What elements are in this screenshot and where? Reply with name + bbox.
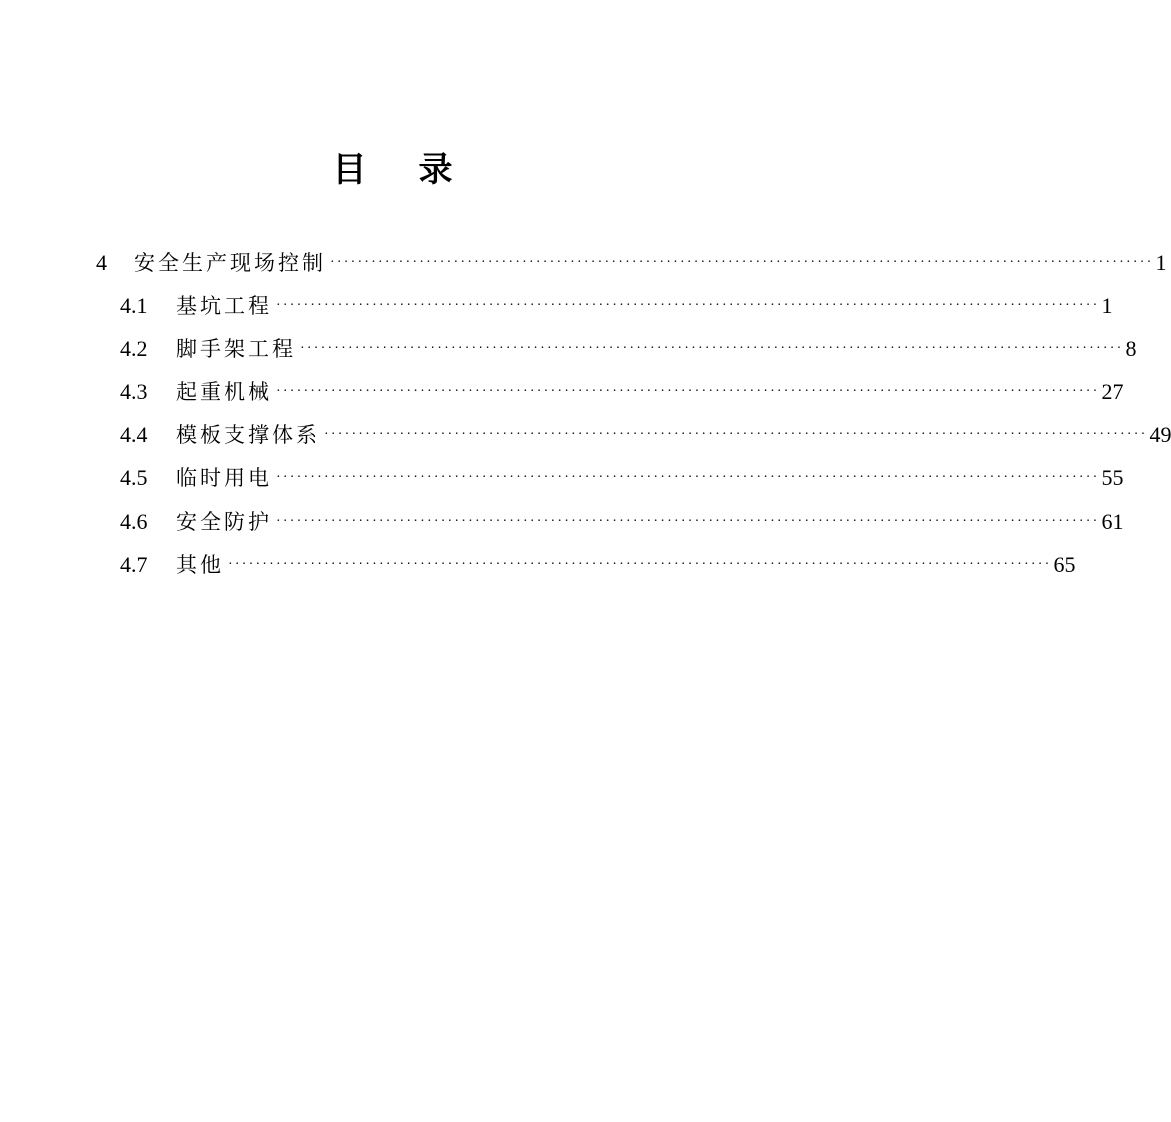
toc-entry-number: 4.1 <box>120 293 148 318</box>
toc-dot-leader: ························································································································ <box>300 341 1124 356</box>
toc-entry-label: 其他 <box>176 553 224 577</box>
toc-entry-4-1[interactable] <box>120 291 1113 321</box>
toc-dot-leader: ························································································································ <box>228 557 1052 572</box>
toc-dot-leader: ························································································································ <box>276 514 1100 529</box>
toc-entry-page: 27 <box>1101 379 1124 404</box>
toc-entry-label: 脚手架工程 <box>176 337 296 361</box>
title-char-2: 录 <box>418 150 453 190</box>
toc-entry-label: 起重机械 <box>176 380 272 404</box>
toc-entry-page: 61 <box>1101 509 1124 534</box>
toc-entry-4-6[interactable] <box>120 507 1124 537</box>
toc-dot-leader: ························································································································ <box>330 255 1154 270</box>
toc-entry-4-2[interactable] <box>120 334 1137 364</box>
toc-dot-leader: ························································································································ <box>276 298 1100 313</box>
toc-entry-4-3[interactable] <box>120 377 1124 407</box>
title-char-1: 目 <box>332 150 367 190</box>
toc-entry-page: 1 <box>1101 293 1113 318</box>
toc-entry-4-4[interactable] <box>120 420 1171 450</box>
toc-entry-number: 4.3 <box>120 379 148 404</box>
toc-entry-page: 65 <box>1053 552 1076 577</box>
toc-dot-leader: ························································································································ <box>276 470 1100 485</box>
toc-entry-label: 基坑工程 <box>176 294 272 318</box>
toc-entry-label: 模板支撑体系 <box>176 423 320 447</box>
toc-entry-number: 4 <box>96 250 107 275</box>
toc-entry-page: 49 <box>1149 422 1171 447</box>
toc-entry-label: 安全防护 <box>176 510 272 534</box>
toc-entry-page: 1 <box>1155 250 1167 275</box>
toc-entry-chapter-4[interactable] <box>96 248 1167 278</box>
toc-dot-leader: ························································································································ <box>324 427 1148 442</box>
toc-entry-4-7[interactable] <box>120 550 1076 580</box>
toc-dot-leader: ························································································································ <box>276 384 1100 399</box>
toc-entry-page: 8 <box>1125 336 1137 361</box>
toc-entry-number: 4.7 <box>120 552 148 577</box>
toc-entry-label: 临时用电 <box>176 466 272 490</box>
page-title <box>0 148 785 192</box>
toc-entry-number: 4.5 <box>120 465 148 490</box>
toc-entry-number: 4.4 <box>120 422 148 447</box>
toc-entry-number: 4.2 <box>120 336 148 361</box>
toc-entry-label: 安全生产现场控制 <box>134 251 326 275</box>
toc-entry-number: 4.6 <box>120 509 148 534</box>
toc-entry-page: 55 <box>1101 465 1124 490</box>
toc-entry-4-5[interactable] <box>120 463 1124 493</box>
